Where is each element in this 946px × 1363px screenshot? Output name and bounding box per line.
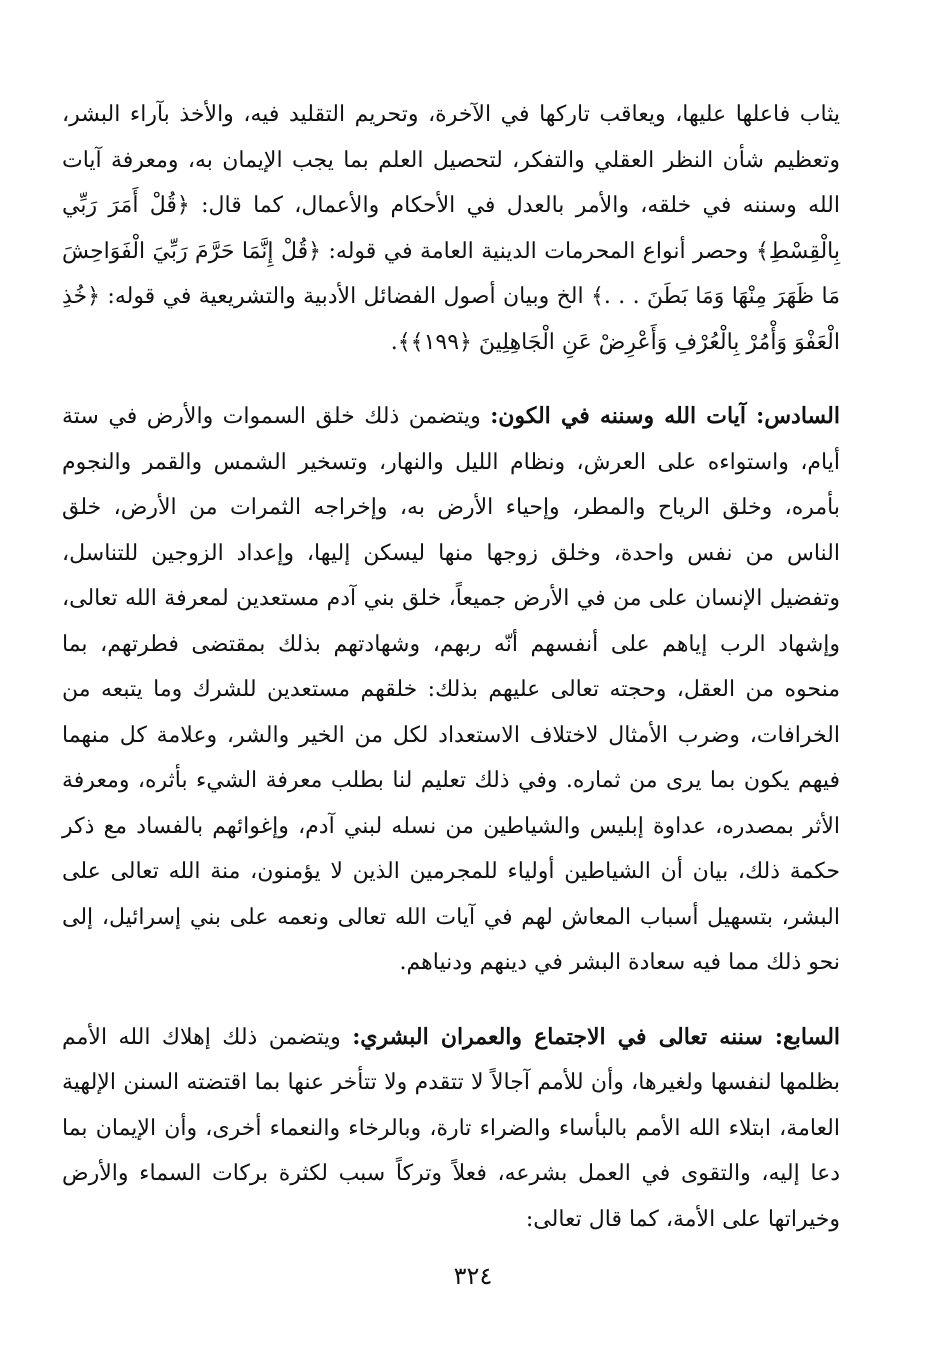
paragraph-2 <box>62 394 840 986</box>
paragraph-1-body: يثاب فاعلها عليها، ويعاقب تاركها في الآخرة، وتحريم التقليد فيه، والأخذ بآراء البشر، وتعظيم شأن النظر العقلي والتفكر، لتحصيل العلم بما يجب الإيمان به، ومعرفة آيات الله وسننه في خلقه، والأمر بالعدل في الأحكام والأعمال، كما قال: ﴿قُلْ أَمَرَ رَبِّي بِالْقِسْطِ﴾ وحصر أنواع المحرمات الدينية العامة في قوله: ﴿قُلْ إِنَّمَا حَرَّمَ رَبِّيَ الْفَوَاحِشَ مَا ظَهَرَ مِنْهَا وَمَا بَطَنَ . . .﴾ الخ وبيان أصول الفضائل الأدبية والتشريعية في قوله: ﴿خُذِ الْعَفْوَ وَأْمُرْ بِالْعُرْفِ وَأَعْرِضْ عَنِ الْجَاهِلِينَ ﴿١٩٩﴾﴾. <box>62 102 840 355</box>
paragraph-3-body: ويتضمن ذلك إهلاك الله الأمم بظلمها لنفسها ولغيرها، وأن للأمم آجالاً لا تتقدم ولا تتأخر عنها بما اقتضته السنن الإلهية العامة، ابتلاء الله الأمم بالبأساء والضراء تارة، وبالرخاء والنعماء أخرى، وأن الإيمان بما دعا إليه، والتقوى في العمل بشرعه، فعلاً وتركاً سبب لكثرة بركات السماء والأرض وخيراتها على الأمة، كما قال تعالى: <box>62 1024 840 1232</box>
paragraph-3-heading: السابع: سننه تعالى في الاجتماع والعمران البشري: <box>352 1023 841 1050</box>
page-body <box>62 92 840 1242</box>
page-number: ٣٢٤ <box>453 1262 493 1290</box>
paragraph-2-body: ويتضمن ذلك خلق السموات والأرض في ستة أيام، واستواءه على العرش، ونظام الليل والنهار، وتسخير الشمس والقمر والنجوم بأمره، وخلق الرياح والمطر، وإحياء الأرض به، وإخراجه الثمرات من الأرض، خلق الناس من نفس واحدة، وخلق زوجها منها ليسكن إليها، وإعداد الزوجين للتناسل، وتفضيل الإنسان على من في الأرض جميعاً، خلق بني آدم مستعدين لمعرفة الله تعالى، وإشهاد الرب إياهم على أنفسهم أنّه ربهم، وشهادتهم بذلك بمقتضى فطرتهم، بما منحوه من العقل، وحجته تعالى عليهم بذلك: خلقهم مستعدين للشرك وما يتبعه من الخرافات، وضرب الأمثال لاختلاف الاستعداد لكل من الخير والشر، وعلامة كل منهما فيهم يكون بما يرى من ثماره. وفي ذلك تعليم لنا بطلب معرفة الشيء بأثره، ومعرفة الأثر بمصدره، عداوة إبليس والشياطين من نسله لبني آدم، وإغوائهم بالفساد مع ذكر حكمة ذلك، بيان أن الشياطين أولياء للمجرمين الذين لا يؤمنون، منة الله تعالى على البشر، بتسهيل أسباب المعاش لهم في آيات الله تعالى ونعمه على بني إسرائيل، إلى نحو ذلك مما فيه سعادة البشر في دينهم ودنياهم. <box>62 404 840 975</box>
paragraph-1 <box>62 92 840 365</box>
paragraph-2-heading: السادس: آيات الله وسننه في الكون: <box>490 403 840 429</box>
paragraph-3 <box>62 1015 840 1243</box>
